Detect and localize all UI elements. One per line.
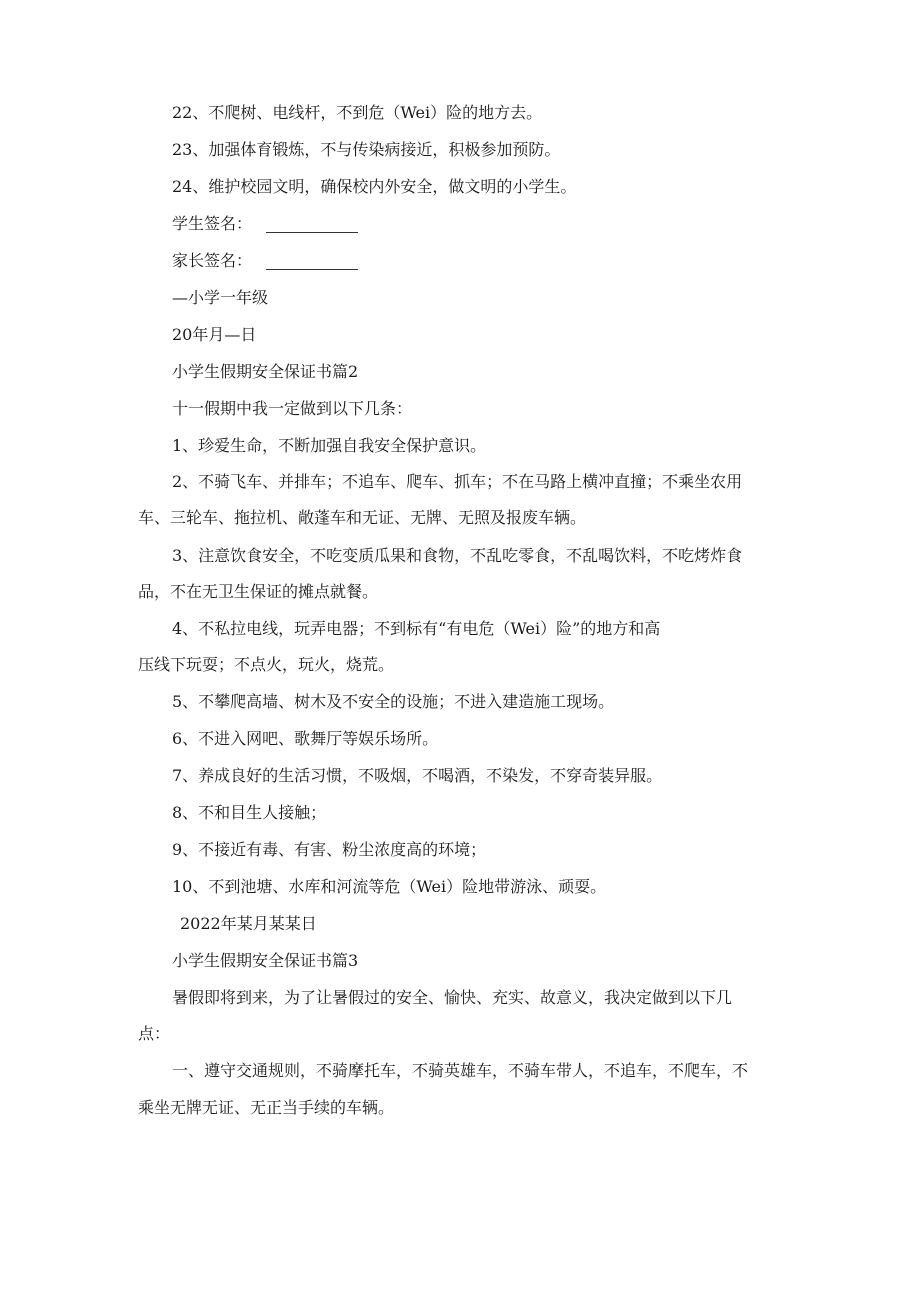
rule-22: 22、不爬树、电线杆，不到危（Wei）险的地方去。 — [172, 103, 543, 122]
rule-one-line-2: 乘坐无牌无证、无正当手续的车辆。 — [138, 1098, 395, 1117]
date-line-1: 20年月—日 — [172, 325, 257, 344]
rule-one-line-1: 一、遵守交通规则，不骑摩托车，不骑英雄车，不骑车带人，不追车，不爬车，不 — [172, 1061, 749, 1080]
rule-23: 23、加强体育锻炼，不与传染病接近，积极参加预防。 — [172, 140, 561, 159]
item-4-line-1: 4、不私拉电线，玩弄电器；不到标有“有电危（Wei）险”的地方和高 — [172, 619, 661, 638]
item-10: 10、不到池塘、水库和河流等危（Wei）险地带游泳、顽耍。 — [172, 877, 607, 896]
item-6: 6、不进入网吧、歌舞厅等娱乐场所。 — [172, 729, 439, 748]
section-intro-3-line-2: 点： — [138, 1024, 171, 1043]
item-3-line-1: 3、注意饮食安全，不吃变质瓜果和食物，不乱吃零食，不乱喝饮料，不吃烤炸食 — [172, 546, 743, 565]
section-title-3: 小学生假期安全保证书篇3 — [172, 951, 359, 970]
item-7: 7、养成良好的生活习惯，不吸烟，不喝酒，不染发，不穿奇装异服。 — [172, 766, 663, 785]
parent-signature-line — [266, 268, 358, 270]
item-2-line-1: 2、不骑飞车、并排车；不追车、爬车、抓车；不在马路上横冲直撞；不乘坐农用 — [172, 472, 743, 491]
date-line-2: 2022年某月某某日 — [180, 914, 317, 933]
student-signature — [172, 212, 358, 236]
student-signature-label: 学生签名： — [172, 214, 253, 233]
item-8: 8、不和目生人接触； — [172, 803, 327, 822]
parent-signature-label: 家长签名： — [172, 251, 253, 270]
student-signature-line — [266, 231, 358, 233]
item-5: 5、不攀爬高墙、树木及不安全的设施；不进入建造施工现场。 — [172, 692, 615, 711]
section-intro-3-line-1: 暑假即将到来，为了让暑假过的安全、愉快、充实、故意义，我决定做到以下几 — [172, 988, 733, 1007]
rule-24: 24、维护校园文明，确保校内外安全，做文明的小学生。 — [172, 177, 577, 196]
item-4-line-2: 压线下玩耍；不点火，玩火，烧荒。 — [138, 655, 395, 674]
item-3-line-2: 品，不在无卫生保证的摊点就餐。 — [138, 582, 379, 601]
section-intro-2: 十一假期中我一定做到以下几条： — [172, 399, 413, 418]
grade-line: —小学一年级 — [172, 288, 269, 307]
parent-signature — [172, 249, 358, 273]
item-1: 1、珍爱生命，不断加强自我安全保护意识。 — [172, 436, 487, 455]
section-title-2: 小学生假期安全保证书篇2 — [172, 362, 359, 381]
item-2-line-2: 车、三轮车、拖拉机、敞蓬车和无证、无牌、无照及报废车辆。 — [138, 508, 587, 527]
item-9: 9、不接近有毒、有害、粉尘浓度高的环境； — [172, 840, 487, 859]
